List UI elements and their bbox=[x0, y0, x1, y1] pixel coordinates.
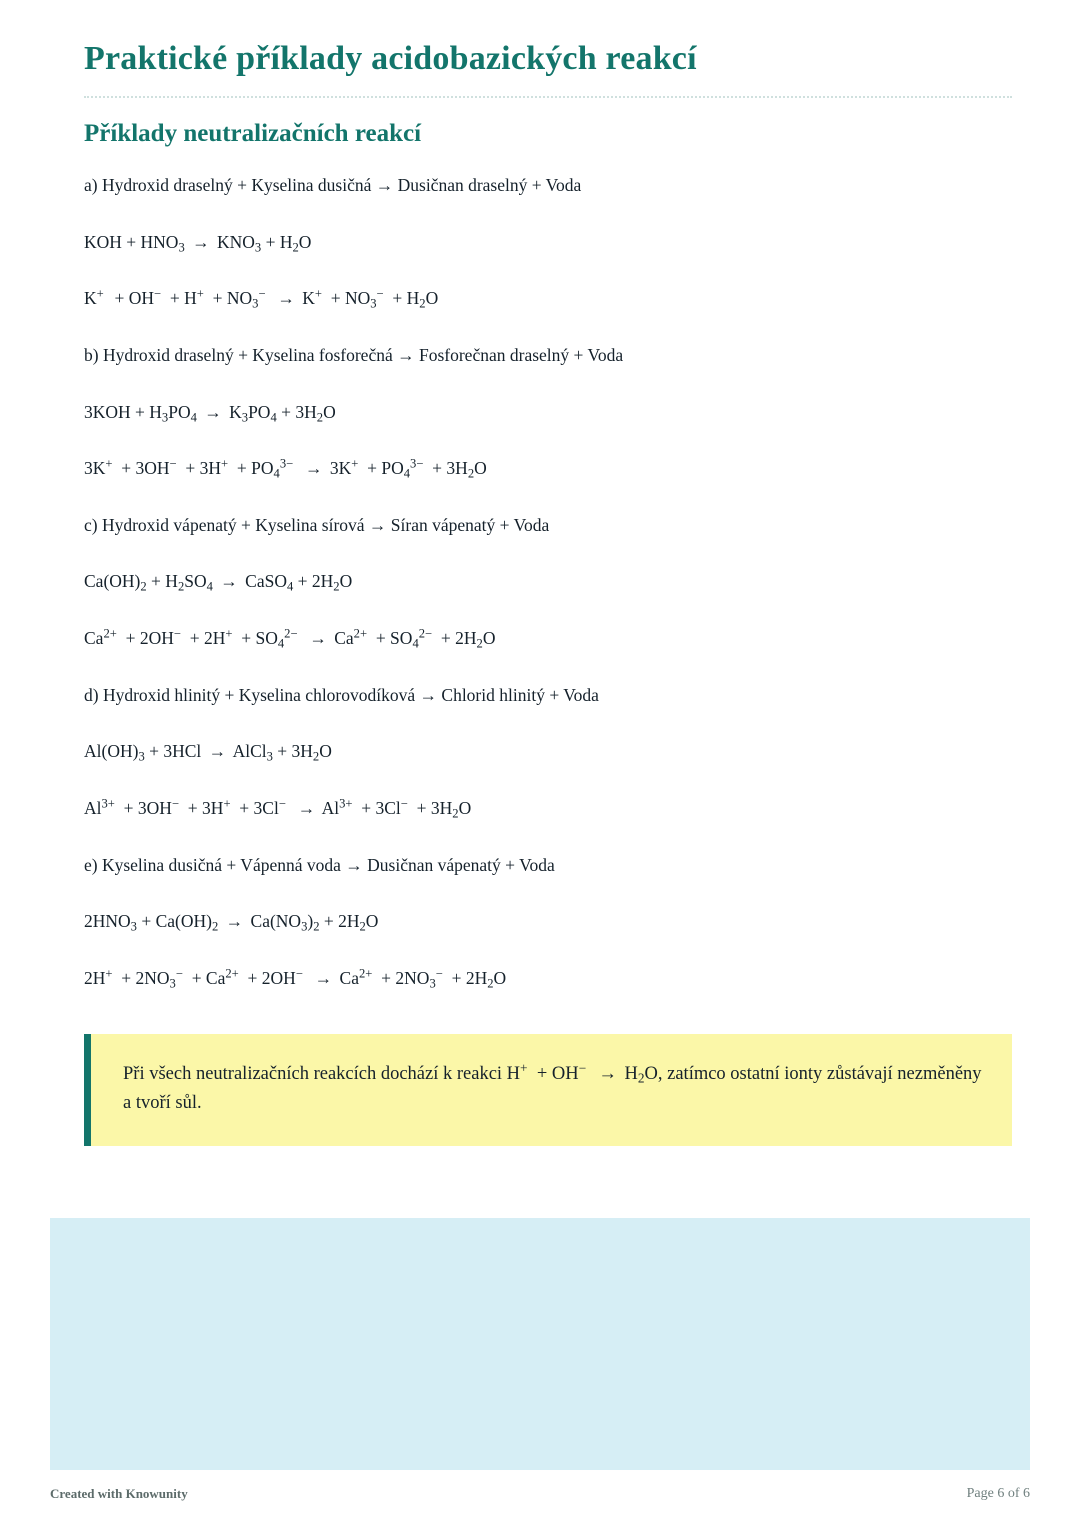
reaction-e-ionic-equation: $2H^+ + 2NO_3^- + Ca^{2+} + 2OH^- \to Ca^{2+} + 2NO_3^- + 2H_2O$ bbox=[84, 966, 507, 991]
reaction-b-ionic-equation: $3K^+ + 3OH^- + 3H^+ + PO_4^{3-} \to 3K^+ + PO_4^{3-} + 3H_2O$ bbox=[84, 456, 487, 481]
title-divider bbox=[84, 96, 1012, 98]
summary-callout bbox=[84, 1034, 1012, 1145]
reaction-b-words: b) Hydroxid draselný + Kyselina fosforečná → Fosforečnan draselný + Voda bbox=[84, 344, 624, 365]
reaction-c-words: c) Hydroxid vápenatý + Kyselina sírová → Síran vápenatý + Voda bbox=[84, 514, 550, 535]
reaction-c-molecular-equation: $Ca(OH)_2 + H_2SO_4$ → CaSO$_4$ + $2H_2O$ bbox=[84, 571, 353, 594]
reaction-a-molecular-equation: KOH + $HNO_3 \to KNO_3 + H_2O$ bbox=[84, 231, 312, 255]
reaction-a-ionic-equation: $K^+ + OH^- + H^+ + NO_3^- \to K^+ + NO_3^- + H_2O$ bbox=[84, 286, 439, 311]
section-title: Příklady neutralizačních reakcí bbox=[84, 120, 422, 147]
summary-callout-text: Při všech neutralizačních reakcích dochází k reakci $H^+ + OH^- \to H_2O$, zatímco ostatní ionty zůstávají nezměněny a tvoří sůl. bbox=[123, 1060, 982, 1114]
reaction-e-words: e) Kyselina dusičná + Vápenná voda → Dusičnan vápenatý + Voda bbox=[84, 854, 555, 875]
page-title: Praktické příklady acidobazických reakcí bbox=[84, 40, 697, 77]
footer-page-number: Page 6 of 6 bbox=[966, 1486, 1030, 1501]
image-placeholder bbox=[50, 1218, 1030, 1470]
footer-brand: Created with Knowunity bbox=[50, 1486, 188, 1501]
page-footer bbox=[50, 1486, 1030, 1502]
reaction-d-ionic-equation: $Al^{3+} + 3OH^- + 3H^+ + 3Cl^- \to Al^{3+} + 3Cl^- + 3H_2O$ bbox=[84, 796, 472, 821]
reaction-e-molecular-equation: $2HNO_3 + Ca(OH)_2 \to Ca(NO_3)_2 + 2H_2O$ bbox=[84, 911, 379, 934]
reaction-d-words: d) Hydroxid hlinitý + Kyselina chlorovodíková → Chlorid hlinitý + Voda bbox=[84, 684, 599, 705]
reaction-b-molecular-equation: $3KOH + H_3PO_4 \to K_3PO_4 + 3H_2O$ bbox=[84, 401, 336, 425]
reaction-a-words: a) Hydroxid draselný + Kyselina dusičná → Dusičnan draselný + Voda bbox=[84, 175, 582, 195]
reaction-d-molecular-equation: $Al(OH)_3 + 3HCl$ → AlCl$_3$ + $3H_2O$ bbox=[84, 741, 332, 764]
document-content bbox=[84, 40, 1012, 1146]
reaction-c-ionic-equation: $Ca^{2+} + 2OH^- + 2H^+ + SO_4^{2-} \to Ca^{2+} + SO_4^{2-} + 2H_2O$ bbox=[84, 626, 496, 651]
